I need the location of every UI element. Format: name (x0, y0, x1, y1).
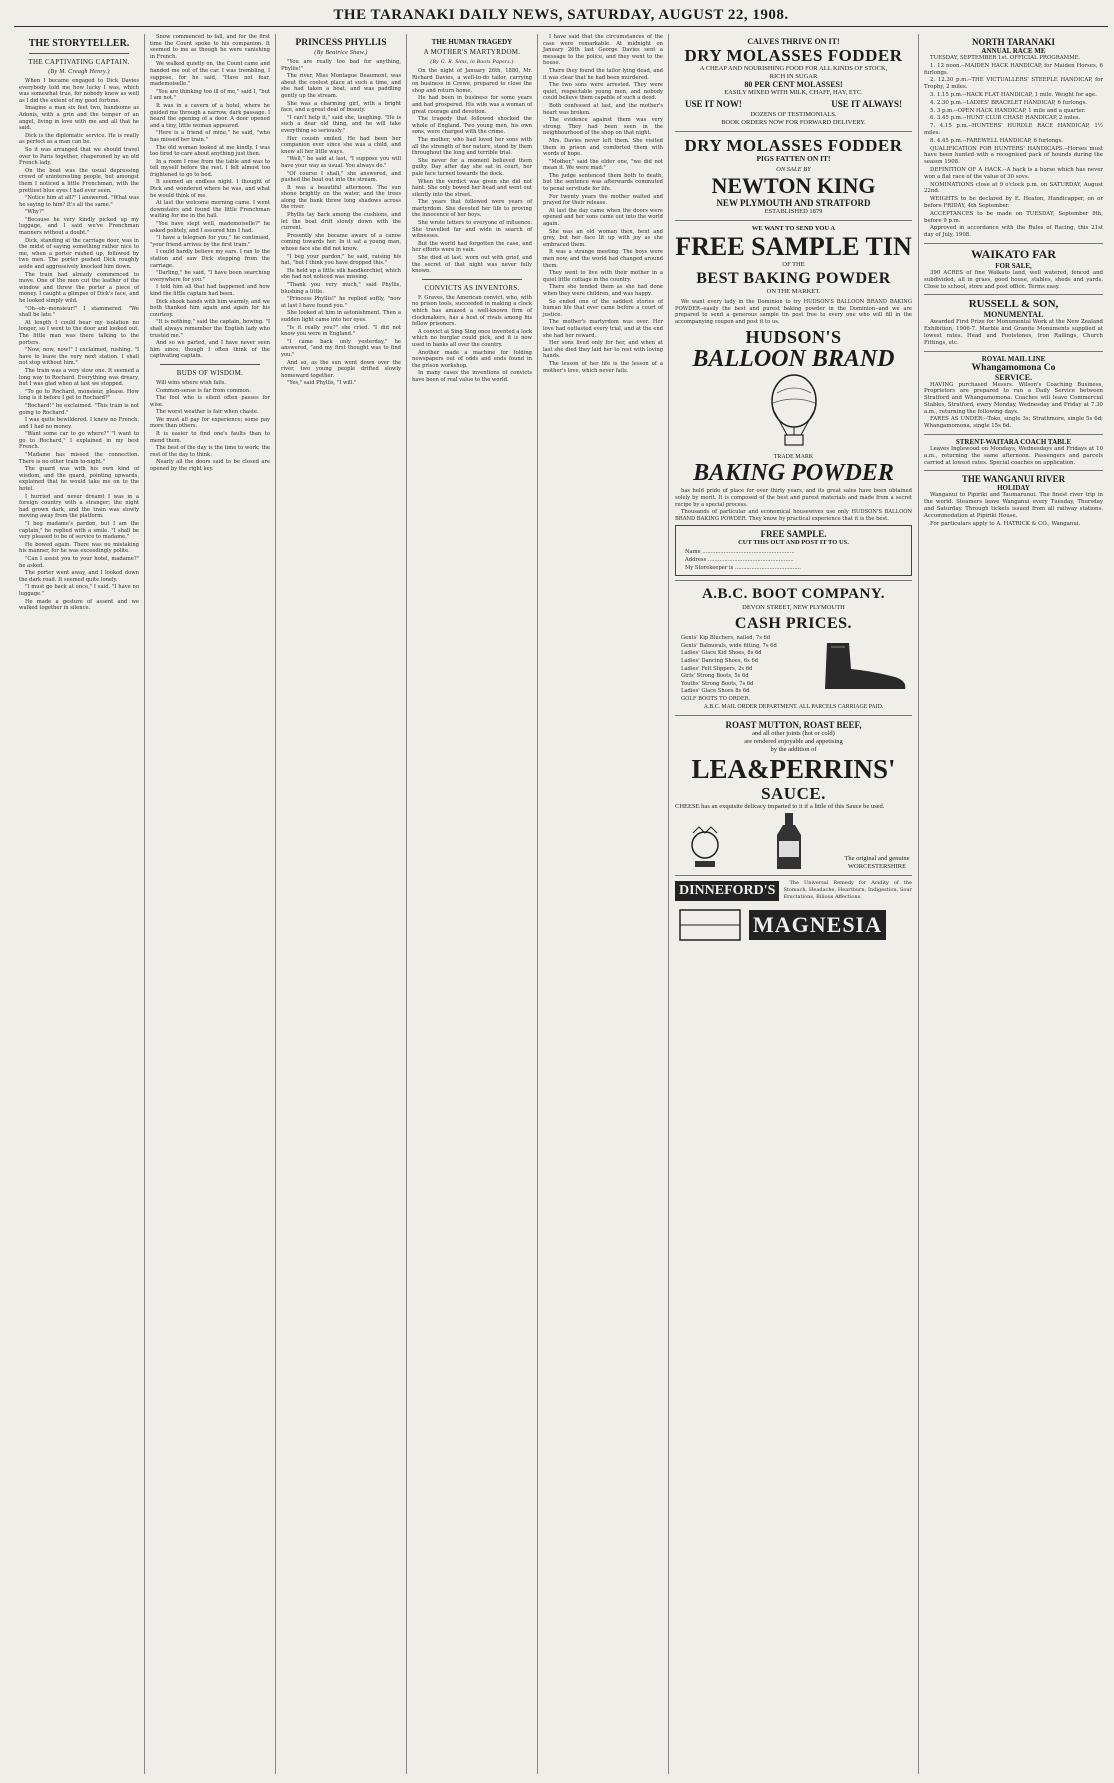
column-storyteller (14, 34, 145, 1774)
ad-sub: MONUMENTAL (983, 310, 1044, 320)
ad-body: Leaves Inglewood on Mondays, Wednesdays and Fridays at 10 a.m., returning the same afternoon. Passengers and parcels carried at lowest rates. Special coaches on application. (924, 446, 1103, 466)
article-body: I have said that the circumstances of the case were remarkable. At midnight on January 26th last George Davies sent a message to the police, and they went to the house. There they found the tailor lying dead, and it was clear that he had been murdered. The two sons were arrested. They were quiet, respectable young men, and nobody could believe them capable of such a deed. Both confessed at last, and the mother's heart was broken. The evidence against them was very strong. They had been seen in the neighbourhood of the shop on that night. Mrs. Davies never left them. She visited them in prison and comforted them with words of hope. "Mother," said the elder one, "we did not mean it. We were mad." The judge sentenced them both to death, but the sentence was afterwards commuted to penal servitude for life. For twenty years the mother waited and prayed for their release. At last the day came when the doors were opened and her sons came out into the world again. She was an old woman then, bent and grey, but her face lit up with joy as she embraced them. It was a strange meeting. The boys were men now, and the world had changed around them. They went to live with their mother in a quiet little cottage in the country. There she tended them as she had done when they were children, and was happy. So ended one of the saddest stories of human life that ever came before a court of justice. The mother's martyrdom was over. Her love had outlasted every trial, and at the end she had her reward. Her sons lived only for her, and when at last she died they laid her to rest with loving hands. The lesson of her life is the lesson of a mother's love, which never fails. (543, 34, 663, 374)
ad-head: STRENT-WAITARA COACH TABLE (955, 438, 1072, 447)
ad-market: ON THE MARKET. (766, 288, 821, 295)
magnesia-row (675, 905, 912, 945)
subhead-convicts-as-inventors: CONVICTS AS INVENTORS. (424, 283, 520, 292)
sauce-brand: LEA&PERRINS' (691, 754, 896, 785)
ad-company: NEWTON KING (711, 173, 876, 198)
section-title: THE STORYTELLER. (28, 38, 130, 49)
sauce-line: are rendered enjoyable and appetising (744, 738, 843, 746)
ad-head: WAIKATO FAR (970, 246, 1056, 261)
ad-sub: ANNUAL RACE ME (981, 47, 1046, 55)
dinneford-body: The Universal Remedy for Acidity of the Stomach, Headache, Heartburn, Indigestion, Sour Eructations, Bilious Affections. (783, 880, 912, 900)
ad-body: Wanganui to Pipiriki and Taumarunui. The finest river trip in the world. Steamers leave Wanganui every Tuesday, Thursday and Saturday. Through tickets issued from all railway stations. Accommodation at Pipiriki House. For particulars apply to A. HATRICK & CO., Wanganui. (924, 492, 1103, 527)
ad-body: 390 ACRES of fine Waikato land, well watered, fenced and subdivided, all in grass, good house, stables, sheds and yards. Close to school, store and post office. Terms easy. (924, 269, 1103, 290)
newspaper-page (14, 4, 1108, 1780)
russell-son-ad (924, 295, 1103, 351)
ad-use-row (675, 97, 912, 111)
use-always: USE IT ALWAYS! (831, 99, 902, 109)
sauce-line: and all other joints (hot or cold) (752, 730, 835, 738)
coupon-title: FREE SAMPLE. (760, 529, 827, 540)
ad-prices-title: CASH PRICES. (734, 615, 853, 633)
coach-timetable-ad (924, 435, 1103, 471)
boot-price-area (675, 635, 912, 703)
race-meeting-ad (924, 34, 1103, 244)
sauce-line: ROAST MUTTON, ROAST BEEF, (725, 720, 862, 731)
baking-powder-ad (675, 221, 912, 581)
article-body: On the night of January 26th, 1880, Mr. Richard Davies, a well-to-do tailor, carrying on business in Crewe, prepared to close the shop and return home. He had been in business for some years and had prospered. His wife was a woman of great courage and devotion. The tragedy that followed shocked the whole of England. Two young men, his own sons, were charged with the crime. The mother, who had loved her sons with all the strength of her nature, stood by them throughout the long and terrible trial. She never for a moment believed them guilty. Day after day she sat in court, her pale face turned towards the dock. When the verdict was given she did not faint. She only bowed her head and went out silently into the street. The years that followed were years of martyrdom. She devoted her life to proving the innocence of her boys. She wrote letters to everyone of influence. She travelled far and wide in search of witnesses. But the world had forgotten the case, and her efforts were in vain. She died at last, worn out with grief, and the secret of that night was never fully known. (412, 68, 532, 275)
story-title: THE CAPTIVATING CAPTAIN. (28, 58, 130, 66)
price-list: Gents' Kip Bluchers, nailed, 7s 6d Gents' Balmorals, wide fitting, 7s 6d Ladies' Glace Kid Shoes, 8s 6d Ladies' Dancing Shoes, 6s 6d Ladies' Felt Slippers, 2s 6d Girls' Strong Boots, 5s 6d Youths' Strong Boots, 7s 6d Ladies' Glace Shoes 8s 6d GOLF BOOTS TO ORDER. (681, 635, 777, 702)
boot-icon (817, 635, 912, 695)
ad-title: A.B.C. BOOT COMPANY. (701, 586, 886, 603)
coupon-box[interactable] (675, 525, 912, 576)
ad-head: ROYAL MAIL LINE (981, 354, 1046, 363)
ad-brand3: BAKING POWDER (693, 460, 894, 487)
article-body: When I became engaged to Dick Davies everybody told me how lucky I was, which was somewhat true, for nobody knew as well as I did the extent of my good fortune. Imagine a man six feet two, handsome as Adonis, with a grin and the temper of an angel, living in love with me and all that he said. Dick is the diplomatic service. He is really as perfect as a man can be. So it was arranged that we should travel over to Paris together, chaperoned by an old French lady. On the boat was the usual depressing crowd of uninteresting people, but amongst them I noticed a little Frenchman, with the prettiest blue eyes I had ever seen. "Notice him at all?" I answered. "What was he saying to him? It's all the same." "Why?" "Because he very kindly picked up my luggage, and I said we've Frenchman manners without a doubt." Dick, standing at the carriage door, was in the midst of saying something rather nice to me, when a porter rushed up, followed by two men. The porter pushed Dick roughly aside and aggressively knocked him down. The train had already commenced to move. One of the men cut the leather of the window and threw the porter a piece of money. I caught a glimpse of Dick's face, and he looked simply wild. "Oh--oh--monsieur!" I stammered. "We shall be late." At length I could bear my isolation no longer, so I went to the door and looked out. The little man was there talking to the porters. "Now, now, now!" I exclaimed, rushing. "I have to leave the very next station. I shall not stop without him." The train was a very slow one. It seemed a long way to Rochard. Everything was dreary, but I was glad when at last we stopped. "To go to Rochard, monsieur, please. How long is it before I get to Rochard?" "Rochard!" he exclaimed. "This train is not going to Rochard." I was quite bewildered. I knew no French, and I had no money. "Want some car to go where?" "I want to go to Rochard," I explained in my best French. "Madame has missed the connection. There is no other train to-night." The guard was with his own kind of wisdom, and the guard, pointing upwards, explained that he would take me on to the hotel. I hurried and never dreamt I was in a foreign country with a stranger; the night had grown dark, and the train was slowly moving away from the platform. "I beg madame's pardon, but I am the captain," he replied with a smile. "I shall be very pleased to be of service to madame." He bowed again. There was no mistaking his manner, for he was exceedingly polite. "Can I assist you to your hotel, madame?" he asked. The porter went away, and I looked down the dark road. It seemed quite lonely. "I must go back at once," I said. "I have no luggage." He made a gesture of assent and we walked together in silence. (19, 78, 139, 612)
ad-sub: PIGS FATTEN ON IT! (756, 154, 831, 163)
column-princess-phyllis (276, 34, 407, 1774)
ad-pre: WE WANT TO SEND YOU A (751, 225, 836, 232)
ad-footer-line: BOOK ORDERS NOW FOR FORWARD DELIVERY. (721, 119, 866, 126)
article-body: F. Graves, the American convict, who, with no prison tools, succeeded in making a clock which has amazed a well-known firm of clockmakers, has a host of rivals among his fellow prisoners. A convict at Sing Sing once invented a lock which no burglar could pick, and it is now used in banks all over the country. Another made a machine for folding newspapers out of odds and ends found in the prison workshop. In many cases the inventions of convicts have been of real value to the world. (412, 294, 532, 383)
sauce-line: by the addition of (770, 746, 817, 754)
royal-mail-ad (924, 352, 1103, 436)
boot-company-ad (675, 581, 912, 716)
royal-crest-icon (675, 825, 735, 871)
column-continued-story (145, 34, 276, 1774)
ad-line: RICH IN SUGAR (769, 73, 818, 80)
ad-head: RUSSELL & SON, (968, 298, 1059, 311)
ad-trade-mark: TRADE MARK (773, 454, 814, 461)
divider (422, 279, 522, 280)
ad-head: THE WANGANUI RIVER (961, 474, 1066, 485)
ad-head: NORTH TARANAKI (971, 37, 1056, 47)
masthead (14, 4, 1108, 27)
ad-body: HAVING purchased Messrs. Wilson's Coaching Business, Proprietors are prepared to run a Daily Service between Stratford and Whangamomona. Coaches will leave Commercial Stables, Stratford, every Monday, Wednesday and Friday at 7.30 a.m., returning the following days. FARES AS UNDER:--Toko, single 3s; Strathmore, single 5s 6d; Whangamomona, single 15s 6d. (924, 381, 1103, 430)
ad-service: SERVICE. (994, 372, 1033, 382)
divider (29, 53, 129, 54)
sauce-orig: The original and genuine WORCESTERSHIRE (844, 855, 910, 871)
column-continued-tragedy (538, 34, 669, 1774)
sauce-bottle-icon (769, 811, 809, 871)
dinneford-title: DINNEFORD'S (675, 881, 779, 901)
column-notices (919, 34, 1108, 1774)
dinnefords-ad (675, 876, 912, 949)
balloon-icon (759, 373, 829, 451)
coupon-cut: CUT THIS OUT AND POST IT TO US. (738, 539, 849, 547)
ad-title: DRY MOLASSES FODDER (684, 46, 903, 65)
molasses-ad-pigs (675, 132, 912, 221)
sauce-word: SAUCE. (761, 784, 826, 804)
ad-sub: Whangamomona Co (971, 362, 1056, 373)
ad-brand1: HUDSON'S (745, 327, 842, 348)
ad-of-the: OF THE (782, 261, 805, 268)
magnesia-bottle-icon (675, 905, 745, 945)
column-human-tragedy (407, 34, 538, 1774)
byline: (By Beatrice Shaw.) (314, 50, 368, 56)
ad-line: EASILY MIXED WITH MILK, CHAFF, HAY, ETC. (724, 89, 863, 96)
story-title: PRINCESS PHYLLIS (295, 38, 387, 48)
dinneford-row (675, 880, 912, 901)
ad-body: We want every lady in the Dominion to try HUDSON'S BALLOON BRAND BAKING POWDER--easily the best and purest baking powder in the Dominion--and we are prepared to send a generous sample tin post free to every one who will fill in the accompanying coupon and post it to us. (675, 299, 912, 325)
ad-footer-line: DOZENS OF TESTIMONIALS. (750, 111, 837, 118)
byline: (By M. Creagh Henry.) (48, 69, 110, 75)
section-title: THE HUMAN TRAGEDY (431, 38, 513, 46)
article-body: "You are really too bad for anything, Phyllis!" The river, Miss Montague Beaumont, was about the coolest place at such a time, and she had taken a boat, and was paddling gently up the stream. She was a charming girl, with a bright face, and a great deal of beauty. "I can't help it," said she, laughing. "He is such a dear old thing, and he will take everything so seriously." Her cousin smiled. He had been her companion ever since she was a child, and knew all her little ways. "Well," he said at last, "I suppose you will have your way as usual. You always do." "Of course I shall," she answered, and pushed the boat out into the stream. It was a beautiful afternoon. The sun shone brightly on the water, and the trees along the bank threw long shadows across the river. Phyllis lay back among the cushions, and let the boat drift slowly down with the current. Presently she became aware of a canoe coming towards her. In it sat a young man, whose face she did not know. "I beg your pardon," he said, raising his hat, "but I think you have dropped this." He held up a little silk handkerchief, which she had not noticed was missing. "Thank you very much," said Phyllis, blushing a little. "Princess Phyllis!" he replied softly, "now at last I have found you." She looked at him in astonishment. Then a sudden light came into her eyes. "Is it really you?" she cried. "I did not know you were in England." "I came back only yesterday," he answered, "and my first thought was to find you." And so, as the sun went down over the river, two young people drifted slowly homeward together. "Yes," said Phyllis, "I will." (281, 59, 401, 387)
article-body: Snow commenced to fall, and for the first time the Count spoke to his companion. It seemed to me as though he were vanishing in French. We walked quietly on, the Count came and handed me out of the car. I was trembling, I suppose, for he said, "Have not fear, mademoiselle." "You are thinking too ill of me," said I, "but I am not." It was in a cavern of a hotel, where he guided me through a narrow, dark passage. I heard the opening of a door. A door opened and a tiny, little woman appeared. "Here is a friend of mine," he said, "who has missed her train." The old woman looked at me kindly. I was too tired to care about anything just then. In a room I rose from the table and was to tell myself before the rest. I felt almost too frightened to go to bed. It seemed an endless night. I thought of Dick and wondered where he was, and what he would think of me. At last the welcome morning came. I went downstairs and found the little Frenchman waiting for me in the hall. "You have slept well, mademoiselle?" he asked politely, and I assured him I had. "I have a telegram for you," he continued, "your friend arrives by the first train." I could hardly believe my ears. I ran to the station and saw Dick stepping from the carriage. "Darling," he said, "I have been searching everywhere for you." I told him all that had happened and how kind the little captain had been. Dick shook hands with him warmly, and we both thanked him again and again for his courtesy. "It is nothing," said the captain, bowing. "I shall always remember the English lady who trusted me." And so we parted, and I have never seen him since, though I often think of the captivating captain. (150, 34, 270, 360)
ad-brand2: BALLOON BRAND (692, 346, 895, 373)
subhead-buds-of-wisdom: BUDS OF WISDOM. (176, 368, 244, 377)
ad-line: 80 PER CENT MOLASSES! (744, 80, 843, 89)
ad-tag: CALVES THRIVE ON IT! (747, 37, 840, 46)
ad-sub: HOLIDAY (997, 484, 1030, 493)
advertisements-column (669, 34, 919, 1774)
masthead-title: THE TARANAKI DAILY NEWS, SATURDAY, AUGUST 22, 1908. (333, 7, 789, 23)
ad-title: FREE SAMPLE TIN (675, 232, 912, 261)
sauce-note: CHEESE has an exquisite delicacy imparted to it if a little of this Sauce be used. (675, 803, 885, 811)
molasses-ad-calves (675, 34, 912, 132)
ad-est: ESTABLISHED 1879 (764, 208, 823, 215)
ad-line: A CHEAP AND NOURISHING FOOD FOR ALL KINDS OF STOCK, (699, 65, 888, 72)
byline: (By G. R. Sims, in Boots Papers.) (430, 59, 514, 65)
ad-body: Awarded First Prize for Monumental Work at the New Zealand Exhibition, 1906-7. Marble and Granite Monuments supplied at lowest rates. Head and Footstones, Iron Railings, Church Fittings, etc. (924, 319, 1103, 346)
ad-sale: ON SALE BY (776, 166, 811, 173)
magnesia-title: MAGNESIA (749, 910, 886, 940)
article-body: Will wins where wish fails. Common-sense is far from common. The fool who is silent often passes for wise. The worst weather is fair when chaste. We must all pay for experience; some pay more than others. It is easier to find one's faults than to mend them. The best of the day is the time to work; the rest of the day to think. Nearly all the doors said to be closed are opened by the right key. (150, 379, 270, 473)
sauce-art (675, 811, 912, 871)
ad-best: BEST BAKING POWDER (696, 270, 891, 287)
ad-place: NEW PLYMOUTH AND STRATFORD (716, 198, 871, 208)
ad-sub: FOR SALE, (995, 261, 1032, 270)
use-now: USE IT NOW! (685, 99, 742, 109)
columns (14, 34, 1108, 1774)
ad-title: DRY MOLASSES FODDER (684, 136, 903, 155)
ad-addr: DEVON STREET, NEW PLYMOUTH (742, 604, 845, 612)
coupon-lines: Name ........................................................ Address .................................................... My Storekeeper is ........................................ (685, 549, 801, 571)
lea-perrins-ad (675, 716, 912, 876)
divider (160, 364, 260, 365)
ad-body: has held pride of place for over thirty years, and its great sales have been obtained solely by merit. It is composed of the best and purest materials and made from a secret recipe by a special process. Thousands of particular and economical housewives use only HUDSON'S BALLOON BRAND BAKING POWDER. They know by practical experience that it is the best. (675, 488, 912, 522)
ad-body: TUESDAY, SEPTEMBER 1st. OFFICIAL PROGRAMME. 1. 12 noon.--MAIDEN HACK HANDICAP, for Maiden Horses, 6 furlongs. 2. 12.30 p.m.--THE VICTUALLERS' STEEPLE HANDICAP, for Trophy, 2 miles. 3. 1.15 p.m.--HACK FLAT HANDICAP, 1 mile. Weight for age. 4. 2.30 p.m.--LADIES' BRACELET HANDICAP, 6 furlongs. 5. 3 p.m.--OPEN HACK HANDICAP, 1 mile and a quarter. 6. 3.45 p.m.--HUNT CLUB CHASE HANDICAP, 2 miles. 7. 4.15 p.m.--HUNTERS' HURDLE RACE HANDICAP, 1½ miles. 8. 4.45 p.m.--FAREWELL HANDICAP, 6 furlongs. QUALIFICATION FOR HUNTERS' HANDICAPS.--Horses must have been hunted with a recognised pack of hounds during the season 1908. DEFINITION OF A HACK.--A hack is a horse which has never won a flat race of the value of 30 sovs. NOMINATIONS close at 9 o'clock p.m. on SATURDAY, August 22nd. WEIGHTS to be declared by E. Heaton, Handicapper, on or before FRIDAY, 4th September. ACCEPTANCES to be made on TUESDAY, September 8th, before 9 p.m. Approved in accordance with the Rules of Racing, this 21st day of July, 1908. (924, 55, 1103, 239)
story-title: A MOTHER'S MARTYRDOM. (423, 48, 521, 56)
wanganui-river-ad (924, 471, 1103, 531)
ad-dept: A.B.C. MAIL ORDER DEPARTMENT. ALL PARCELS CARRIAGE PAID. (703, 704, 884, 711)
waikato-farm-ad (924, 244, 1103, 295)
